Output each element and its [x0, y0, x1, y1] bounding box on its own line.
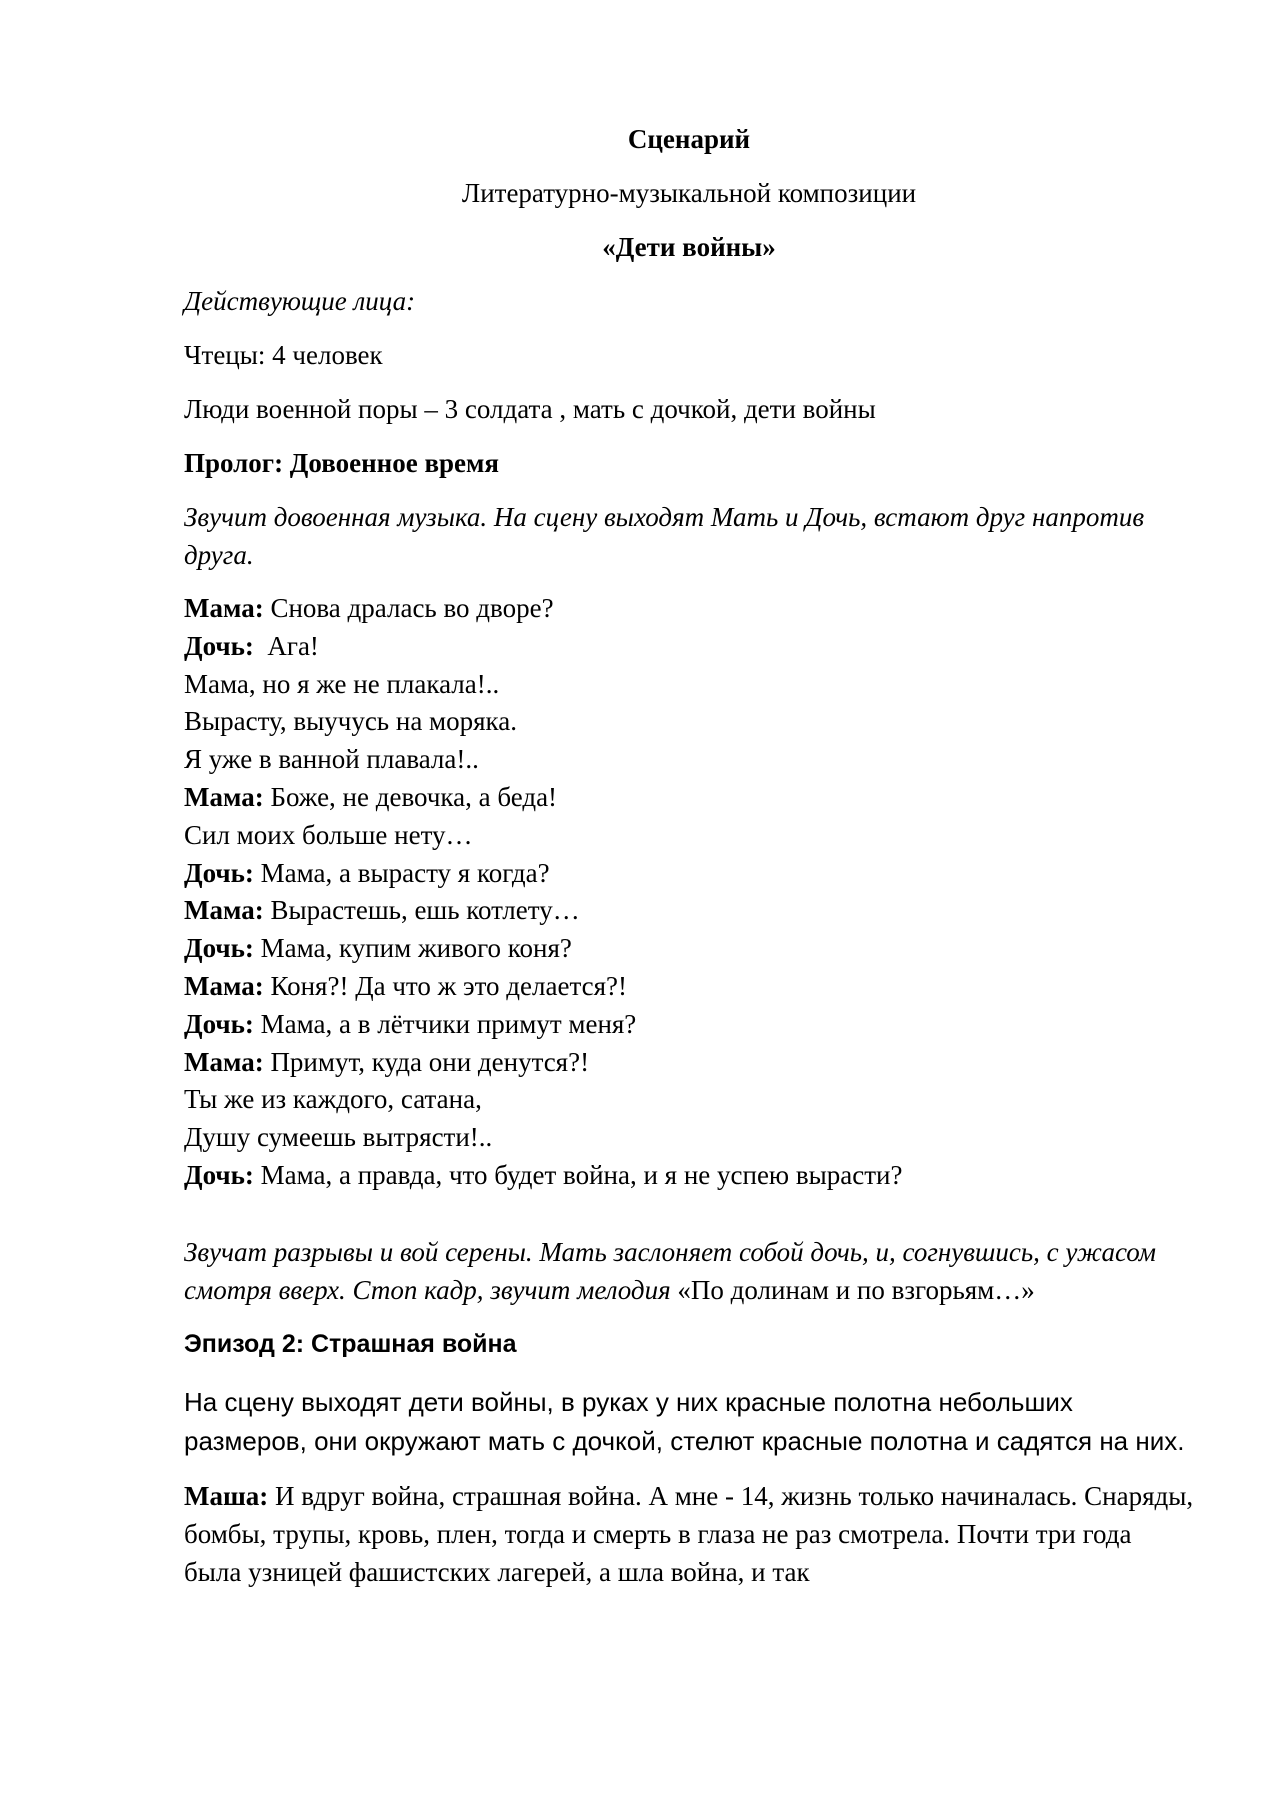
masha-speaker: Маша:: [184, 1480, 269, 1511]
dialog-line: [184, 817, 1194, 855]
spacer: [184, 1195, 1194, 1233]
dialog-text: Я уже в ванной плавала!..: [184, 744, 479, 775]
people-line: Люди военной поры – 3 солдата , мать с дочкой, дети войны: [184, 394, 876, 424]
dialog-text: Мама, а в лётчики примут меня?: [253, 1008, 637, 1039]
dialog-line: [184, 1006, 1194, 1044]
dialog-line: [184, 703, 1194, 741]
dialog-line: [184, 1157, 1194, 1195]
title-block: [184, 120, 1194, 266]
dialog-speaker: Мама:: [184, 781, 264, 812]
dialog-line: [184, 628, 1194, 666]
dialog-speaker: Мама:: [184, 895, 264, 926]
document-body: [184, 120, 1194, 1607]
dialog-speaker: Дочь:: [184, 1008, 254, 1039]
document-title: Сценарий: [627, 124, 751, 154]
prologue-direction: Звучит довоенная музыка. На сцену выходят Мать и Дочь, встают друг напротив друга.: [184, 502, 1145, 570]
dialog-speaker: Мама:: [184, 593, 264, 623]
dialog-text: Ты же из каждого, сатана,: [184, 1084, 482, 1115]
dialog-text: Сил моих больше нету…: [184, 819, 473, 850]
dialog-text: Боже, не девочка, а беда!: [263, 781, 558, 812]
dialog-line: [184, 741, 1194, 779]
characters-heading: Действующие лица:: [184, 286, 416, 316]
dialog-text: Мама, а правда, что будет война, и я не успею вырасти?: [253, 1159, 903, 1190]
dialog-speaker: Дочь:: [184, 1159, 254, 1190]
explosion-song-title: «По долинам и по взгорьям…»: [670, 1274, 1035, 1305]
dialog-text: Примут, куда они денутся?!: [263, 1046, 590, 1077]
composition-name: «Дети войны»: [602, 232, 776, 262]
dialog-speaker: Мама:: [184, 1046, 264, 1077]
dialog-text: Вырасту, выучусь на моряка.: [184, 706, 518, 737]
dialog-text: Мама, а вырасту я когда?: [253, 857, 550, 888]
dialog-speaker: Мама:: [184, 970, 264, 1001]
dialog-text: Ага!: [253, 630, 319, 661]
dialog-line: [184, 1044, 1194, 1082]
dialog-line: [184, 779, 1194, 817]
dialog-text: Снова дралась во дворе?: [263, 593, 554, 623]
dialog-text: Мама, но я же не плакала!..: [184, 668, 500, 699]
readers-line: Чтецы: 4 человек: [184, 340, 383, 370]
masha-monologue: [184, 1477, 1194, 1591]
dialog-speaker: Дочь:: [184, 630, 254, 661]
dialog-line: [184, 1119, 1194, 1157]
dialog-text: Душу сумеешь вытрясти!..: [184, 1122, 493, 1153]
episode2-direction: На сцену выходят дети войны, в руках у них красные полотна небольших размеров, они окружают мать с дочкой, стелют красные полотна и садятся на них.: [184, 1386, 1185, 1456]
dialog-line: [184, 1081, 1194, 1119]
dialog-text: Коня?! Да что ж это делается?!: [263, 970, 627, 1001]
episode2-title: Эпизод 2: Страшная война: [184, 1329, 517, 1358]
dialog-speaker: Дочь:: [184, 857, 254, 888]
prologue-dialog: [184, 590, 1194, 1195]
explosion-direction: [184, 1233, 1194, 1309]
dialog-line: [184, 666, 1194, 704]
dialog-speaker: Дочь:: [184, 933, 254, 964]
prologue-title: Пролог: Довоенное время: [184, 448, 500, 478]
explosion-direction-text: Звучат разрывы и вой серены. Мать заслоняет собой дочь, и, согнувшись, с ужасом смотря вверх. Стоп кадр, звучит мелодия: [184, 1236, 1156, 1305]
document-subtitle: Литературно-музыкальной композиции: [461, 178, 917, 208]
masha-text: И вдруг война, страшная война. А мне - 14, жизнь только начиналась. Снаряды, бомбы, трупы, кровь, плен, тогда и смерть в глаза не раз смотрела. Почти три года была узницей фашистских лагерей, а шла война, и так: [184, 1480, 1194, 1587]
dialog-text: Мама, купим живого коня?: [253, 933, 572, 964]
dialog-line: [184, 892, 1194, 930]
dialog-line: [184, 855, 1194, 893]
dialog-line: [184, 590, 1194, 628]
dialog-line: [184, 930, 1194, 968]
dialog-text: Вырастешь, ешь котлету…: [263, 895, 580, 926]
dialog-line: [184, 968, 1194, 1006]
